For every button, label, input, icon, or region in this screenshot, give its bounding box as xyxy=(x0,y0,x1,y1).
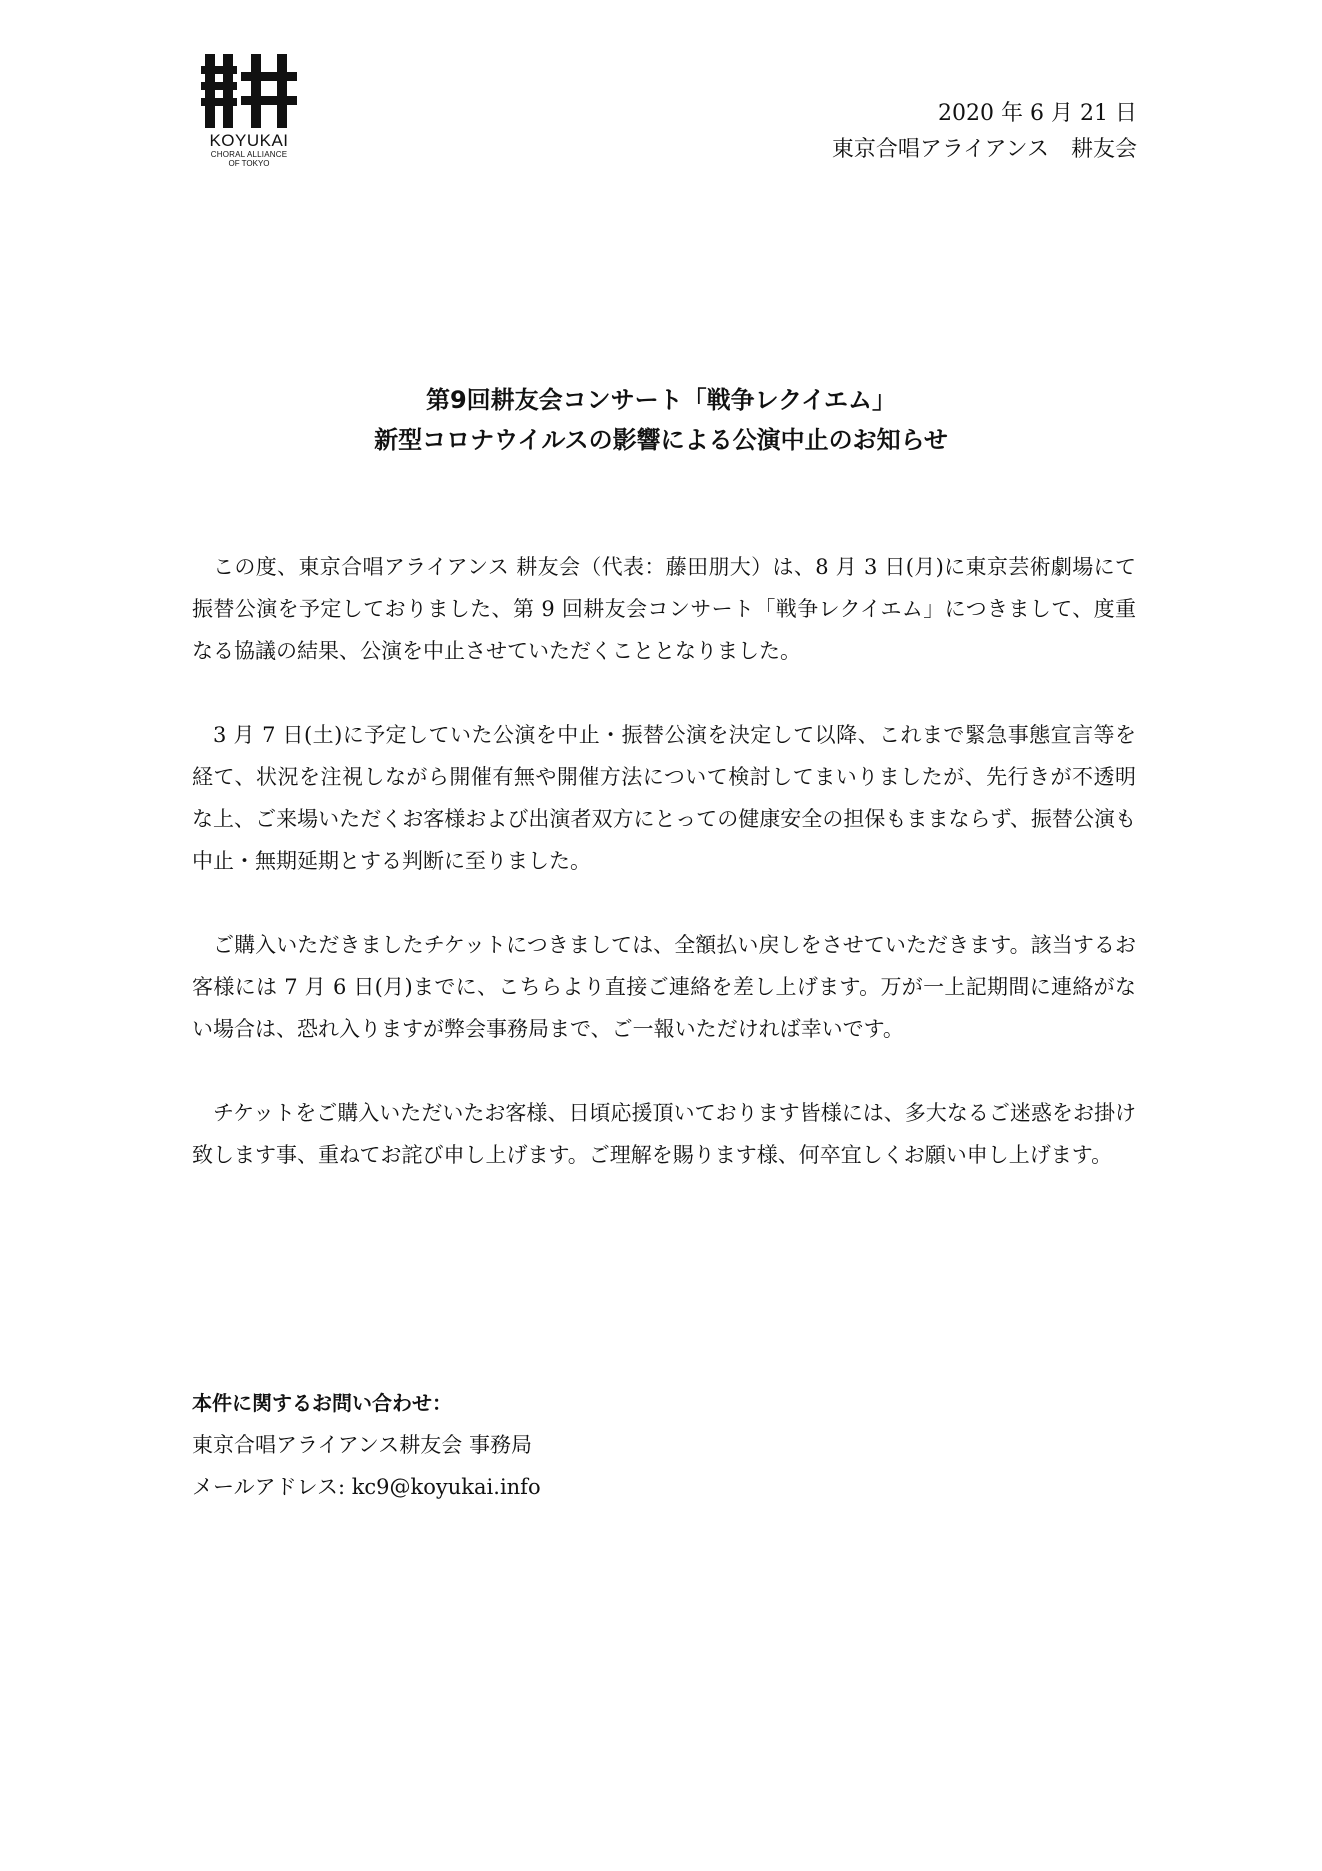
title-line-2: 新型コロナウイルスの影響による公演中止のお知らせ xyxy=(374,426,948,454)
document-body xyxy=(192,546,1136,1218)
paragraph-announcement: この度、東京合唱アライアンス 耕友会（代表：藤田朋大）は、8 月 3 日(月)に東京芸術劇場にて振替公演を予定しておりました、第 9 回耕友会コンサート「戦争レクイエム」につきまして、度重なる協議の結果、公演を中止させていただくこととなりました。 xyxy=(192,555,1136,663)
document-date: 2020 年 6 月 21 日 xyxy=(938,101,1137,126)
paragraph-refund: ご購入いただきましたチケットにつきましては、全額払い戻しをさせていただきます。該当するお客様には 7 月 6 日(月)までに、こちらより直接ご連絡を差し上げます。万が一上記期間に連絡がない場合は、恐れ入りますが弊会事務局まで、ご一報いただければ幸いです。 xyxy=(192,933,1136,1041)
logo-subtitle-line2: OF TOKYO xyxy=(228,159,270,168)
logo-subtitle-line1: CHORAL ALLIANCE xyxy=(210,150,288,159)
paragraph-background: 3 月 7 日(土)に予定していた公演を中止・振替公演を決定して以降、これまで緊急事態宣言等を経て、状況を注視しながら開催有無や開催方法について検討してまいりましたが、先行きが不透明な上、ご来場いただくお客様および出演者双方にとっての健康安全の担保もままならず、振替公演も中止・無期延期とする判断に至りました。 xyxy=(192,723,1136,873)
logo-name: KOYUKAI xyxy=(209,131,289,150)
paragraph-apology: チケットをご購入いただいたお客様、日頃応援頂いております皆様には、多大なるご迷惑をお掛け致します事、重ねてお詫び申し上げます。ご理解を賜ります様、何卒宜しくお願い申し上げます。 xyxy=(192,1101,1136,1167)
koyukai-kanji-mark xyxy=(201,52,297,130)
document-title xyxy=(185,380,1137,460)
contact-heading: 本件に関するお問い合わせ： xyxy=(192,1391,452,1415)
document-header xyxy=(832,96,1137,168)
title-line-1: 第9回耕友会コンサート「戦争レクイエム」 xyxy=(425,386,897,414)
contact-email: メールアドレス: kc9@koyukai.info xyxy=(192,1475,541,1499)
issuing-organization: 東京合唱アライアンス 耕友会 xyxy=(831,137,1137,162)
contact-section xyxy=(192,1382,541,1508)
koyukai-logo xyxy=(201,52,297,172)
contact-office: 東京合唱アライアンス耕友会 事務局 xyxy=(192,1433,532,1457)
